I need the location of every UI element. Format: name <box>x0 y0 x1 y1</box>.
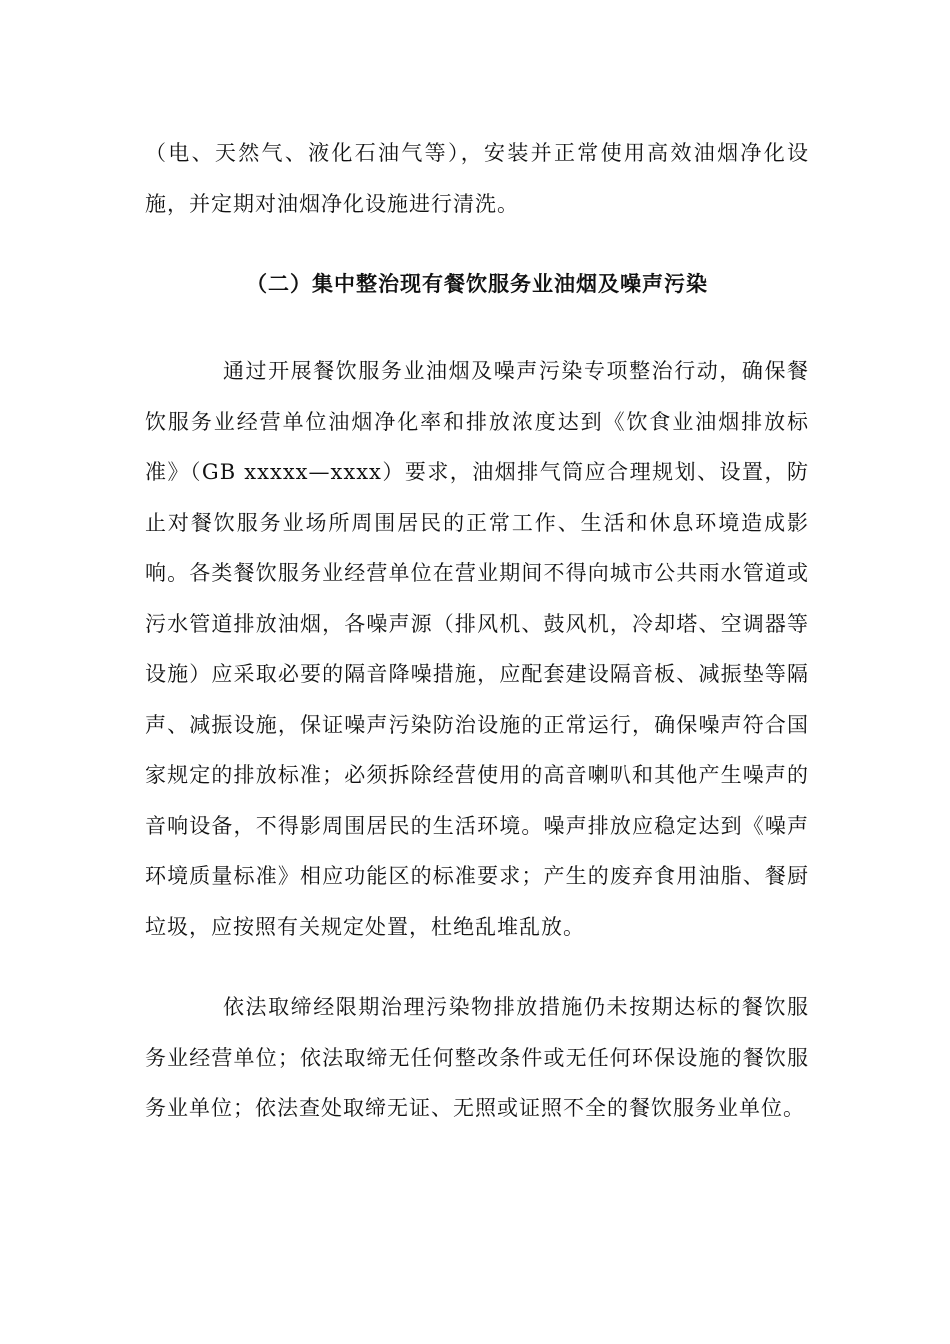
paragraph-rectification: 通过开展餐饮服务业油烟及噪声污染专项整治行动，确保餐饮服务业经营单位油烟净化率和排放浓度达到《饮食业油烟排放标准》（GB xxxxx—xxxx）要求，油烟排气筒应合理规划、设置，防止对餐饮服务业场所周围居民的正常工作、生活和休息环境造成影响。各类餐饮服务业经营单位在营业期间不得向城市公共雨水管道或污水管道排放油烟，各噪声源（排风机、鼓风机，冷却塔、空调器等设施）应采取必要的隔音降噪措施，应配套建设隔音板、减振垫等隔声、减振设施，保证噪声污染防治设施的正常运行，确保噪声符合国家规定的排放标准；必须拆除经营使用的高音喇叭和其他产生噪声的音响设备，不得影周围居民的生活环境。噪声排放应稳定达到《噪声环境质量标准》相应功能区的标准要求；产生的废弃食用油脂、餐厨垃圾，应按照有关规定处置，杜绝乱堆乱放。 <box>145 359 809 939</box>
paragraph-continuation: （电、天然气、液化石油气等），安装并正常使用高效油烟净化设施，并定期对油烟净化设施进行清洗。 <box>145 141 809 216</box>
section-heading: （二）集中整治现有餐饮服务业油烟及噪声污染 <box>246 272 708 296</box>
paragraph-enforcement: 依法取缔经限期治理污染物排放措施仍未按期达标的餐饮服务业经营单位；依法取缔无任何整改条件或无任何环保设施的餐饮服务业单位；依法查处取缔无证、无照或证照不全的餐饮服务业单位。 <box>145 995 809 1120</box>
